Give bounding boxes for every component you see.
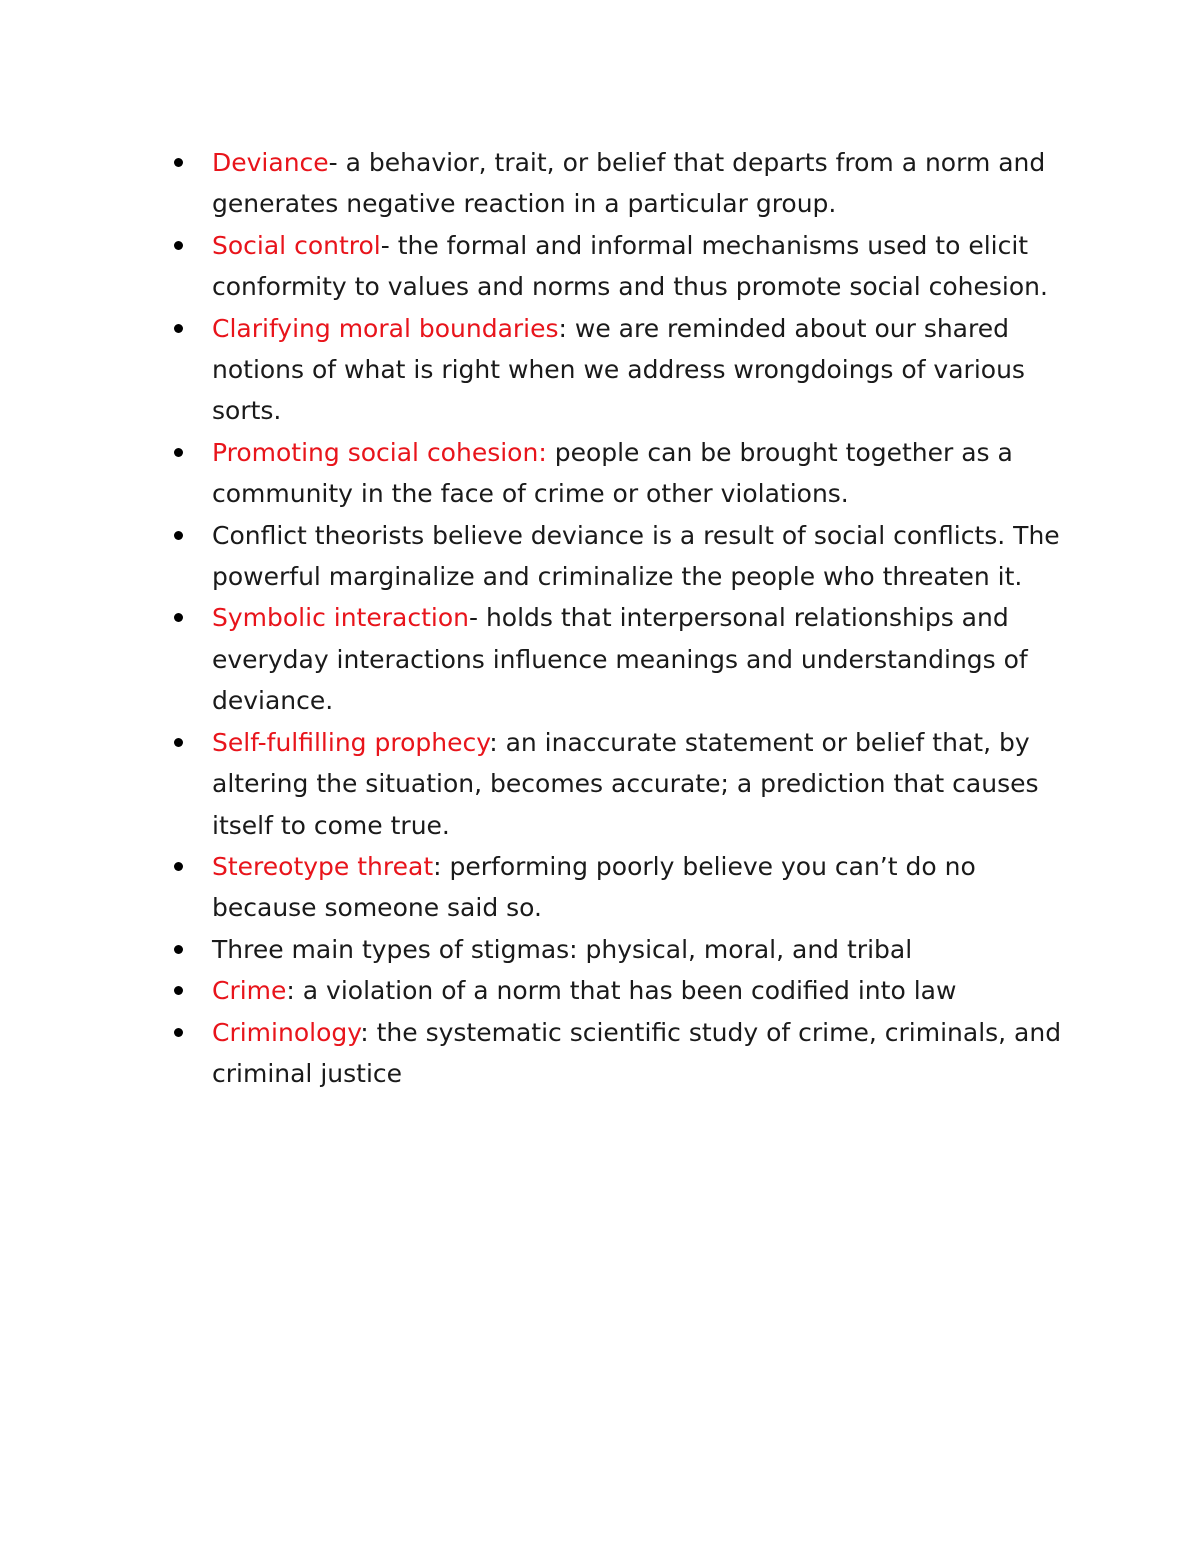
bullet-icon: [174, 738, 183, 747]
bullet-icon: [174, 1028, 183, 1037]
list-item-clarifying-moral-boundaries: [170, 308, 1070, 432]
definition: Three main types of stigmas: physical, moral, and tribal: [212, 934, 913, 964]
definition: : performing poorly believe you can’t do no because someone said so.: [212, 851, 976, 923]
definition: - holds that interpersonal relationships and everyday interactions influence meanings and understandings of deviance.: [212, 603, 1028, 716]
term: Social control: [212, 230, 381, 260]
term: Clarifying moral boundaries: [212, 313, 559, 343]
definition: : we are reminded about our shared notions of what is right when we address wrongdoings of various sorts.: [212, 313, 1025, 426]
definition: : a violation of a norm that has been codified into law: [286, 976, 957, 1006]
definition: : an inaccurate statement or belief that, by altering the situation, becomes accurate; a prediction that causes itself to come true.: [212, 727, 1039, 840]
list-item-criminology: [170, 1012, 1070, 1095]
bullet-icon: [174, 158, 183, 167]
list-item-stigmas: [170, 929, 1070, 970]
list-item-symbolic-interaction: [170, 597, 1070, 721]
definition: people can be brought together as a community in the face of crime or other violations.: [212, 437, 1013, 509]
list-item-conflict-theorists: [170, 515, 1070, 598]
term: Stereotype threat: [212, 851, 434, 881]
list-item-social-control: [170, 225, 1070, 308]
bullet-icon: [174, 862, 183, 871]
definition: : the systematic scientific study of crime, criminals, and criminal justice: [212, 1017, 1062, 1088]
definition: - a behavior, trait, or belief that departs from a norm and generates negative reaction in a particular group.: [212, 148, 1046, 219]
term: Self-fulfilling prophecy: [212, 727, 490, 757]
list-item-promoting-social-cohesion: [170, 432, 1070, 515]
bullet-icon: [174, 531, 183, 540]
bullet-icon: [174, 324, 183, 333]
term: Criminology: [212, 1017, 361, 1047]
bullet-list: [170, 142, 1070, 1094]
bullet-icon: [174, 945, 183, 954]
list-item-self-fulfilling-prophecy: [170, 722, 1070, 846]
bullet-icon: [174, 448, 183, 457]
list-item-stereotype-threat: [170, 846, 1070, 929]
term: Crime: [212, 976, 287, 1006]
term: Promoting social cohesion:: [212, 437, 547, 467]
bullet-icon: [174, 241, 183, 250]
definition: Conflict theorists believe deviance is a result of social conflicts. The powerful marginalize and criminalize the people who threaten it.: [212, 520, 1060, 592]
definition: - the formal and informal mechanisms used to elicit conformity to values and norms and thus promote social cohesion.: [212, 230, 1048, 302]
term: Deviance: [212, 148, 329, 177]
term: Symbolic interaction: [212, 603, 469, 633]
bullet-icon: [174, 613, 183, 622]
list-item-deviance: [170, 142, 1070, 225]
list-item-crime: [170, 970, 1070, 1011]
bullet-icon: [174, 986, 183, 995]
